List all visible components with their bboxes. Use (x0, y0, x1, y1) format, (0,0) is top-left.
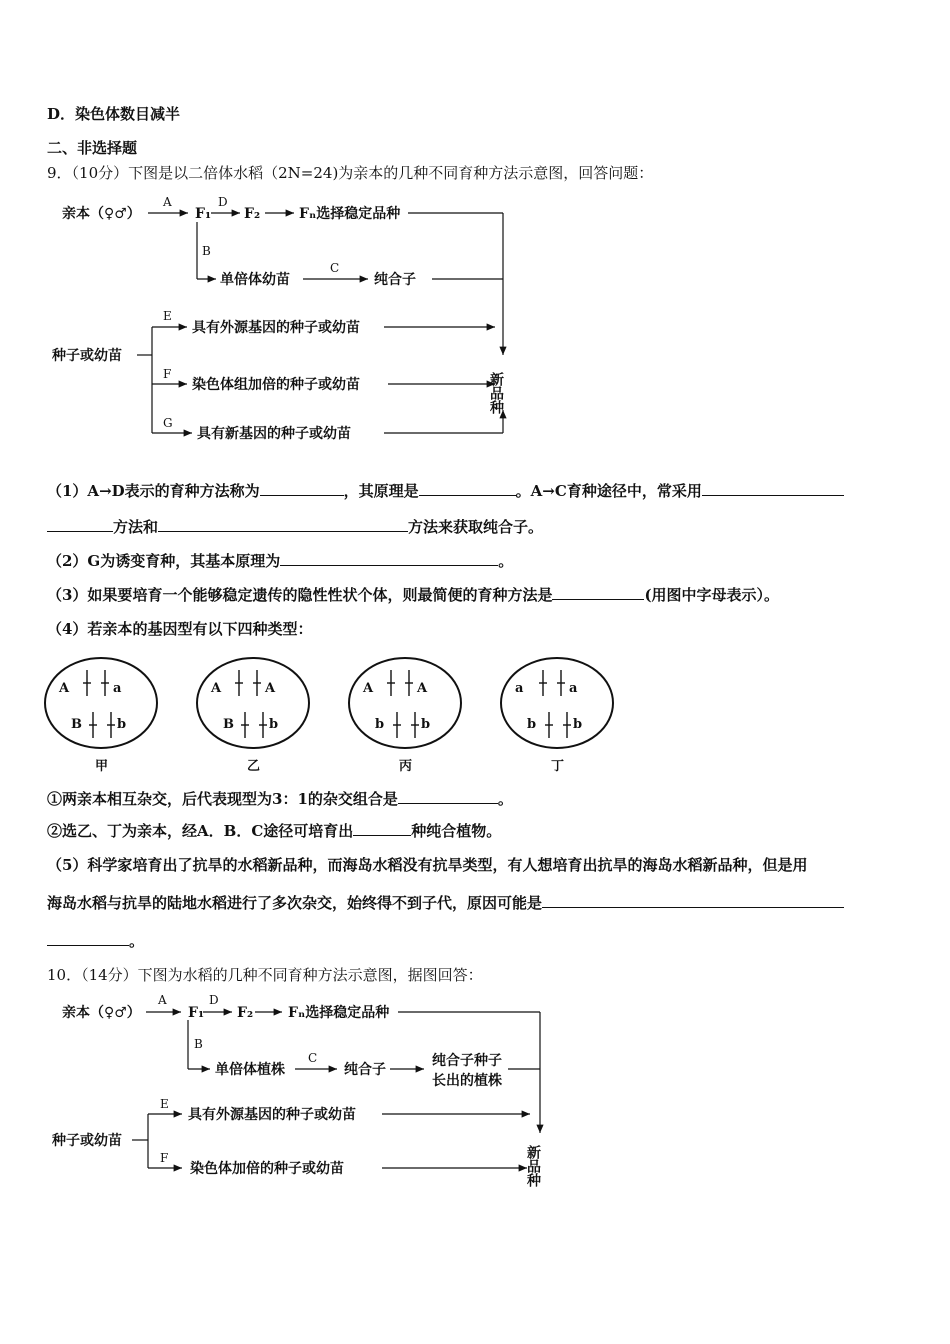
answer-blank[interactable] (552, 585, 644, 600)
gene-allele: A (211, 681, 222, 696)
q9-haploid: 单倍体幼苗 (220, 272, 290, 288)
q9-label-g: G (163, 416, 173, 430)
gene-allele: b (421, 717, 431, 732)
q10-label-a: A (158, 993, 167, 1007)
q10-homozygote: 纯合子 (344, 1062, 386, 1078)
q9-doubled: 染色体组加倍的种子或幼苗 (192, 377, 360, 393)
q9-f2: F₂ (244, 206, 261, 222)
q9-part4-1: ①两亲本相互杂交，后代表现型为3：1的杂交组合是 。 (47, 790, 513, 808)
q9-part4: （4）若亲本的基因型有以下四种类型： (47, 620, 313, 638)
cell-outline (501, 658, 613, 748)
answer-blank[interactable] (47, 931, 129, 946)
cell-label: 乙 (247, 759, 261, 774)
q9-label-c: C (330, 261, 340, 275)
cell-outline (45, 658, 157, 748)
q9-part2: （2）G为诱变育种，其基本原理为 。 (47, 552, 514, 570)
q10-seed: 种子或幼苗 (52, 1133, 122, 1149)
q10-label-b: B (194, 1037, 203, 1051)
answer-blank[interactable] (158, 517, 408, 532)
gene-allele: b (527, 717, 537, 732)
gene-allele: A (59, 681, 70, 696)
gene-allele: B (223, 717, 234, 732)
q9-foreign: 具有外源基因的种子或幼苗 (192, 320, 360, 336)
q9-part3: （3）如果要培育一个能够稳定遗传的隐性性状个体，则最简便的育种方法是 (用图中字母表示）。 (47, 586, 780, 604)
q10-label-c: C (308, 1051, 318, 1065)
answer-blank[interactable] (353, 821, 411, 836)
option-d: D．染色体数目减半 (47, 105, 181, 123)
gene-allele: a (113, 681, 122, 696)
q9-part4-2: ②选乙、丁为亲本，经A．B．C途径可培育出 种纯合植物。 (47, 822, 502, 840)
q10-homo-seed-1: 纯合子种子 (432, 1053, 502, 1069)
gene-allele: A (265, 681, 276, 696)
q9-label-f: F (163, 367, 172, 381)
q9-part5-line3: 。 (47, 930, 144, 951)
gene-allele: b (375, 717, 385, 732)
q10-label-f: F (160, 1151, 169, 1165)
q10-foreign: 具有外源基因的种子或幼苗 (188, 1107, 356, 1123)
q10-fn-select: Fₙ选择稳定品种 (288, 1005, 390, 1021)
q9-stem: 9．（10分）下图是以二倍体水稻（2N=24)为亲本的几种不同育种方法示意图，回答问题： (47, 164, 654, 182)
answer-blank[interactable] (419, 481, 516, 496)
gene-allele: A (417, 681, 428, 696)
answer-blank[interactable] (398, 789, 498, 804)
q10-f2: F₂ (237, 1005, 254, 1021)
q9-label-d: D (218, 195, 228, 209)
q10-homo-seed-2: 长出的植株 (432, 1073, 502, 1089)
q9-seed: 种子或幼苗 (52, 348, 122, 364)
q10-f1: F₁ (188, 1005, 205, 1021)
q9-label-e: E (163, 309, 172, 323)
cell-label: 甲 (95, 759, 109, 774)
gene-allele: b (269, 717, 279, 732)
q9-part5-line2: 海岛水稻与抗旱的陆地水稻进行了多次杂交，始终得不到子代，原因可能是 (47, 892, 844, 913)
q9-fn-select: Fₙ选择稳定品种 (299, 206, 401, 222)
gene-allele: b (117, 717, 127, 732)
cell-outline (349, 658, 461, 748)
q9-part1-line2: 方法和 方法来获取纯合子。 (47, 516, 543, 537)
q9-label-b: B (202, 244, 211, 258)
q10-newvar: 新品种 (525, 1145, 541, 1187)
q9-part5-line1: （5）科学家培育出了抗旱的水稻新品种，而海岛水稻没有抗旱类型，有人想培育出抗旱的海岛水稻新品种，但是用 (47, 856, 808, 874)
answer-blank[interactable] (280, 551, 498, 566)
gene-allele: a (515, 681, 524, 696)
gene-allele: B (71, 717, 82, 732)
q10-stem: 10．（14分）下图为水稻的几种不同育种方法示意图，据图回答： (47, 966, 483, 984)
answer-blank[interactable] (47, 517, 113, 532)
q9-newvar: 新品种 (488, 372, 504, 414)
answer-blank[interactable] (260, 481, 344, 496)
q9-newgene: 具有新基因的种子或幼苗 (197, 426, 351, 442)
cell-label: 丁 (551, 759, 565, 774)
gene-allele: a (569, 681, 578, 696)
q9-label-a: A (163, 195, 172, 209)
answer-blank[interactable] (542, 893, 844, 908)
q9-f1: F₁ (195, 206, 212, 222)
answer-blank[interactable] (702, 481, 844, 496)
cell-label: 丙 (399, 759, 413, 774)
section-heading: 二、非选择题 (47, 139, 138, 157)
q10-label-e: E (160, 1097, 169, 1111)
q10-label-d: D (209, 993, 219, 1007)
q10-haploid-plant: 单倍体植株 (215, 1062, 285, 1078)
q10-doubled: 染色体加倍的种子或幼苗 (190, 1161, 344, 1177)
q9-parent: 亲本（♀♂） (62, 206, 141, 222)
q9-homozygote: 纯合子 (374, 272, 416, 288)
gene-allele: b (573, 717, 583, 732)
cell-outline (197, 658, 309, 748)
q10-parent: 亲本（♀♂） (62, 1005, 141, 1021)
gene-allele: A (363, 681, 374, 696)
q9-part1-line1: （1）A→D表示的育种方法称为 ，其原理是 。A→C育种途径中，常采用 (47, 480, 844, 501)
